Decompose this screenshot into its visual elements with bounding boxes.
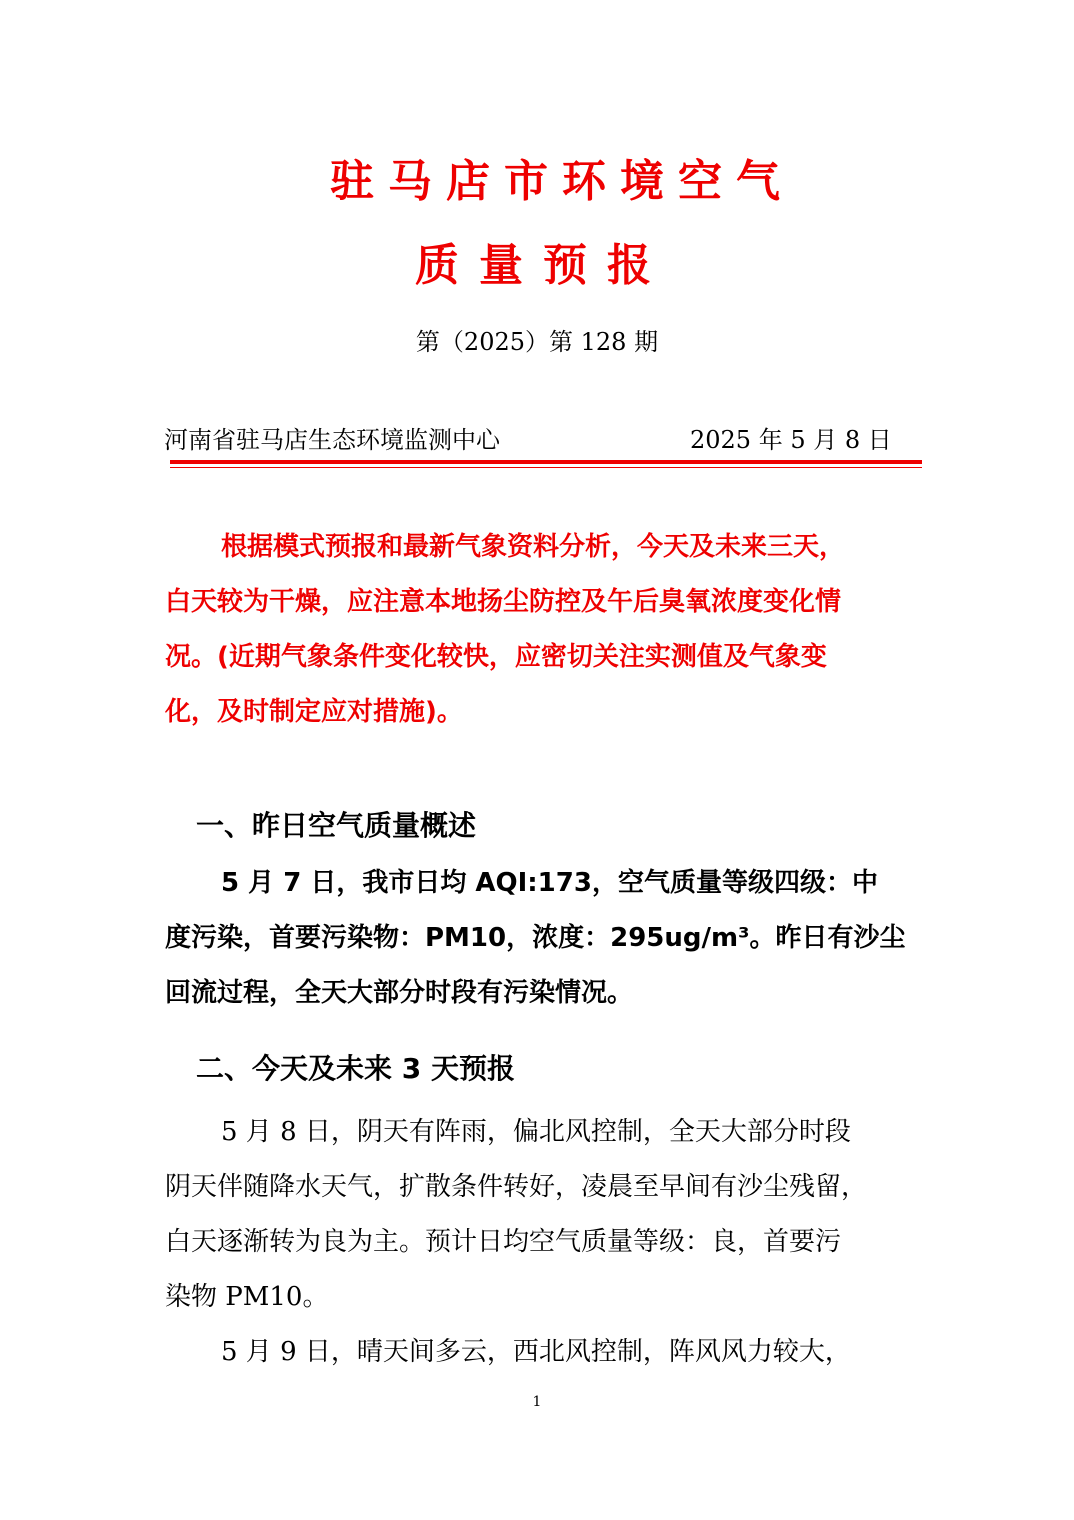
notice-line: 根据模式预报和最新气象资料分析，今天及未来三天，: [221, 532, 846, 562]
issue-date: 2025 年 5 月 8 日: [690, 426, 892, 454]
notice-line: 况。(近期气象条件变化较快，应密切关注实测值及气象变: [165, 642, 827, 672]
forecast-line: 染物 PM10。: [165, 1282, 329, 1312]
section1-heading: 一、昨日空气质量概述: [196, 809, 477, 842]
header-divider-thin: [170, 467, 922, 468]
notice-line: 白天较为干燥，应注意本地扬尘防控及午后臭氧浓度变化情: [165, 587, 842, 617]
forecast-line: 5 月 8 日，阴天有阵雨，偏北风控制，全天大部分时段: [221, 1117, 851, 1147]
section2-body: [165, 1105, 911, 1380]
header-divider-thick: [170, 460, 922, 464]
forecast-line: 5 月 9 日，晴天间多云，西北风控制，阵风风力较大，: [221, 1337, 851, 1367]
section1-line: 度污染，首要污染物：PM10，浓度：295ug/m³。昨日有沙尘: [165, 923, 906, 953]
document-title-line1: 驻马店市环境空气: [330, 156, 794, 207]
notice-line: 化，及时制定应对措施)。: [165, 697, 463, 727]
document-title-line2: 质量预报: [415, 240, 671, 291]
page-number: 1: [532, 1394, 542, 1410]
section1-line: 5 月 7 日，我市日均 AQI:173，空气质量等级四级：中: [221, 868, 878, 898]
issuer-name: 河南省驻马店生态环境监测中心: [164, 426, 500, 454]
notice-paragraph: [165, 520, 911, 740]
section2-heading: 二、今天及未来 3 天预报: [196, 1052, 515, 1085]
forecast-line: 阴天伴随降水天气，扩散条件转好，凌晨至早间有沙尘残留，: [165, 1172, 868, 1202]
section1-line: 回流过程，全天大部分时段有污染情况。: [165, 978, 634, 1008]
forecast-line: 白天逐渐转为良为主。预计日均空气质量等级：良，首要污: [165, 1227, 842, 1257]
issue-number: 第（2025）第 128 期: [415, 328, 659, 356]
section1-paragraph: [165, 856, 911, 1021]
